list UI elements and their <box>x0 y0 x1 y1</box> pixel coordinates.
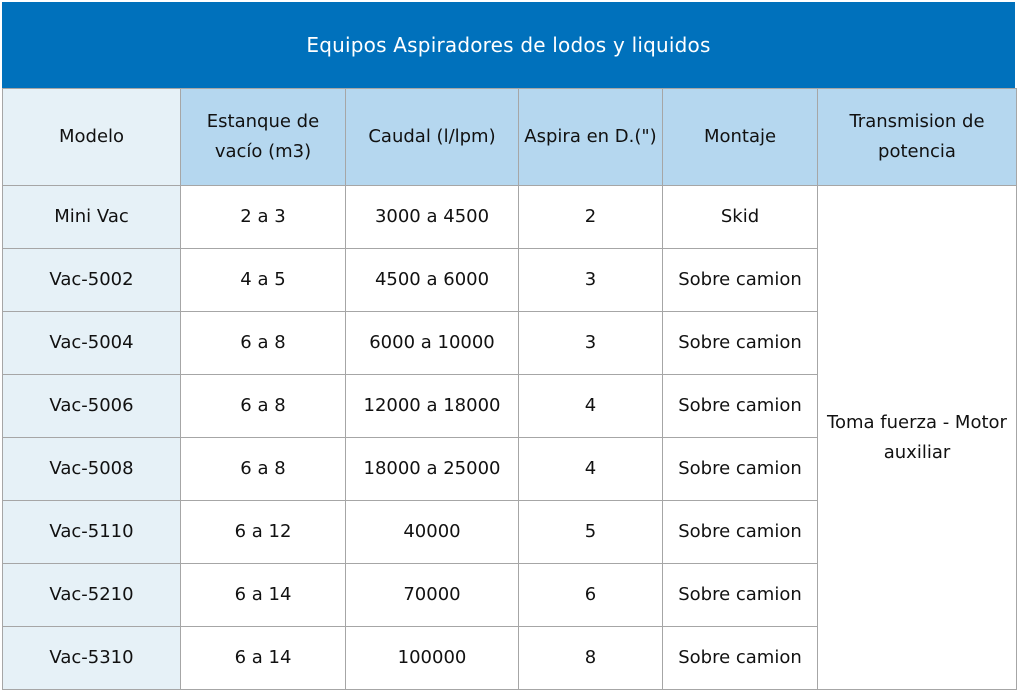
cell-montaje: Sobre camion <box>663 312 818 375</box>
cell-modelo: Vac-5008 <box>3 438 181 501</box>
cell-modelo: Vac-5310 <box>3 627 181 690</box>
cell-aspira: 4 <box>519 438 663 501</box>
cell-modelo: Vac-5210 <box>3 564 181 627</box>
header-transmision: Transmision de potencia <box>818 89 1017 186</box>
cell-estanque: 6 a 14 <box>181 564 346 627</box>
cell-aspira: 3 <box>519 312 663 375</box>
cell-aspira: 4 <box>519 375 663 438</box>
equipment-table <box>2 88 1017 690</box>
table-title: Equipos Aspiradores de lodos y liquidos <box>2 2 1015 88</box>
cell-modelo: Mini Vac <box>3 186 181 249</box>
header-estanque: Estanque de vacío (m3) <box>181 89 346 186</box>
table-row <box>3 186 1017 249</box>
cell-montaje: Sobre camion <box>663 375 818 438</box>
cell-caudal: 3000 a 4500 <box>346 186 519 249</box>
cell-estanque: 6 a 8 <box>181 438 346 501</box>
cell-caudal: 6000 a 10000 <box>346 312 519 375</box>
cell-montaje: Sobre camion <box>663 438 818 501</box>
cell-estanque: 6 a 14 <box>181 627 346 690</box>
header-row <box>3 89 1017 186</box>
cell-modelo: Vac-5110 <box>3 501 181 564</box>
cell-modelo: Vac-5002 <box>3 249 181 312</box>
cell-caudal: 40000 <box>346 501 519 564</box>
cell-caudal: 70000 <box>346 564 519 627</box>
header-modelo: Modelo <box>3 89 181 186</box>
header-montaje: Montaje <box>663 89 818 186</box>
cell-aspira: 6 <box>519 564 663 627</box>
cell-aspira: 5 <box>519 501 663 564</box>
cell-modelo: Vac-5006 <box>3 375 181 438</box>
cell-caudal: 100000 <box>346 627 519 690</box>
cell-transmision: Toma fuerza - Motor auxiliar <box>818 186 1017 690</box>
cell-estanque: 6 a 8 <box>181 375 346 438</box>
cell-estanque: 6 a 8 <box>181 312 346 375</box>
cell-montaje: Skid <box>663 186 818 249</box>
cell-aspira: 3 <box>519 249 663 312</box>
cell-caudal: 4500 a 6000 <box>346 249 519 312</box>
cell-modelo: Vac-5004 <box>3 312 181 375</box>
cell-caudal: 18000 a 25000 <box>346 438 519 501</box>
cell-estanque: 4 a 5 <box>181 249 346 312</box>
cell-caudal: 12000 a 18000 <box>346 375 519 438</box>
cell-aspira: 2 <box>519 186 663 249</box>
cell-montaje: Sobre camion <box>663 249 818 312</box>
header-caudal: Caudal (l/lpm) <box>346 89 519 186</box>
cell-montaje: Sobre camion <box>663 627 818 690</box>
cell-montaje: Sobre camion <box>663 501 818 564</box>
cell-estanque: 6 a 12 <box>181 501 346 564</box>
header-aspira: Aspira en D.(") <box>519 89 663 186</box>
cell-aspira: 8 <box>519 627 663 690</box>
cell-montaje: Sobre camion <box>663 564 818 627</box>
cell-estanque: 2 a 3 <box>181 186 346 249</box>
